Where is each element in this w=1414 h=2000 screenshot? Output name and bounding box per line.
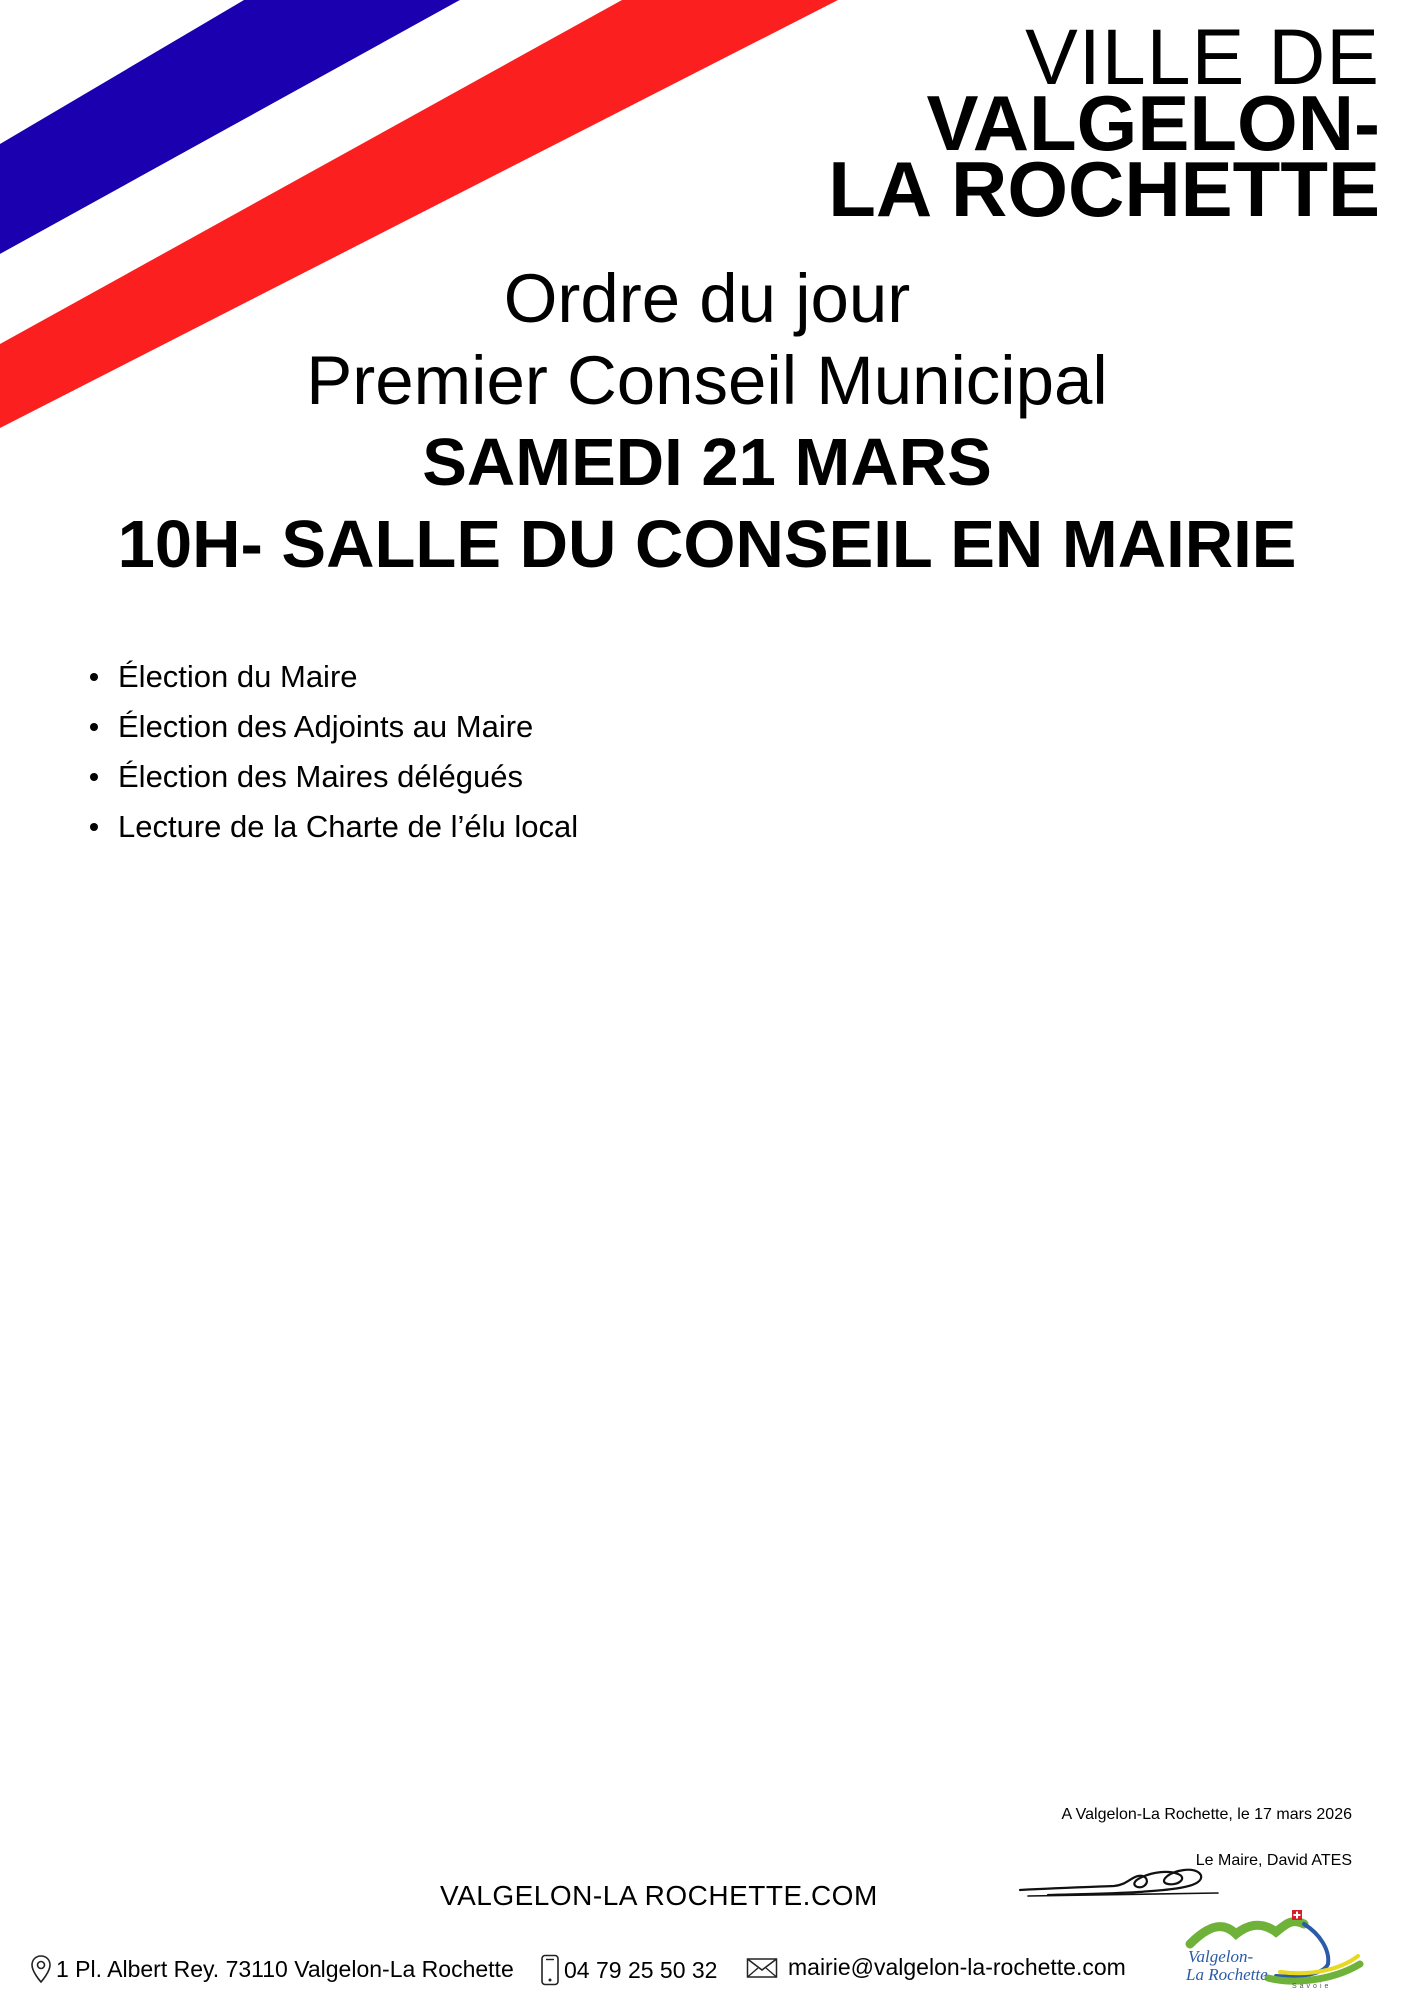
signature-date: A Valgelon-La Rochette, le 17 mars 2026 [1061,1806,1352,1823]
town-header [828,12,1380,233]
footer-phone-text: 04 79 25 50 32 [564,1956,718,1983]
smartphone-icon [540,1954,560,1986]
document-title [0,258,1414,586]
website-link[interactable]: VALGELON-LA ROCHETTE.COM [440,1880,878,1911]
logo-tagline: Savoie [1292,1983,1332,1990]
title-agenda-heading: Ordre du jour [503,260,911,337]
signature-name: Le Maire, David ATES [1195,1852,1352,1869]
footer-address [30,1954,514,1984]
title-council-name: Premier Conseil Municipal [306,342,1108,419]
agenda-item [88,652,578,702]
title-time-place: 10H- SALLE DU CONSEIL EN MAIRIE [117,507,1297,582]
agenda-item [88,702,578,752]
agenda-item [88,802,578,852]
title-date: SAMEDI 21 MARS [422,425,992,500]
agenda-item-text: Élection des Adjoints au Maire [118,709,534,744]
bullet-icon [90,723,98,731]
envelope-icon [746,1957,778,1979]
footer-email[interactable] [746,1954,1126,1981]
bullet-icon [90,773,98,781]
agenda-list [88,652,578,852]
bullet-icon [90,673,98,681]
logo-name-line-1: Valgelon- [1188,1947,1254,1966]
footer-address-text: 1 Pl. Albert Rey. 73110 Valgelon-La Rochette [56,1955,514,1982]
agenda-item-text: Élection du Maire [118,659,358,694]
town-header-prefix: VILLE DE [1025,12,1380,101]
logo-name-line-2: La Rochette [1186,1965,1268,1984]
town-logo [1180,1904,1370,1990]
footer-email-text: mairie@valgelon-la-rochette.com [788,1954,1126,1980]
town-name-line-1: VALGELON- [926,79,1380,167]
agenda-item-text: Lecture de la Charte de l’élu local [118,809,579,844]
agenda-item [88,752,578,802]
agenda-item-text: Élection des Maires délégués [118,759,523,794]
footer-phone[interactable] [540,1954,717,1986]
map-pin-icon [30,1954,52,1984]
bullet-icon [90,823,98,831]
town-name-line-2: LA ROCHETTE [828,145,1380,233]
